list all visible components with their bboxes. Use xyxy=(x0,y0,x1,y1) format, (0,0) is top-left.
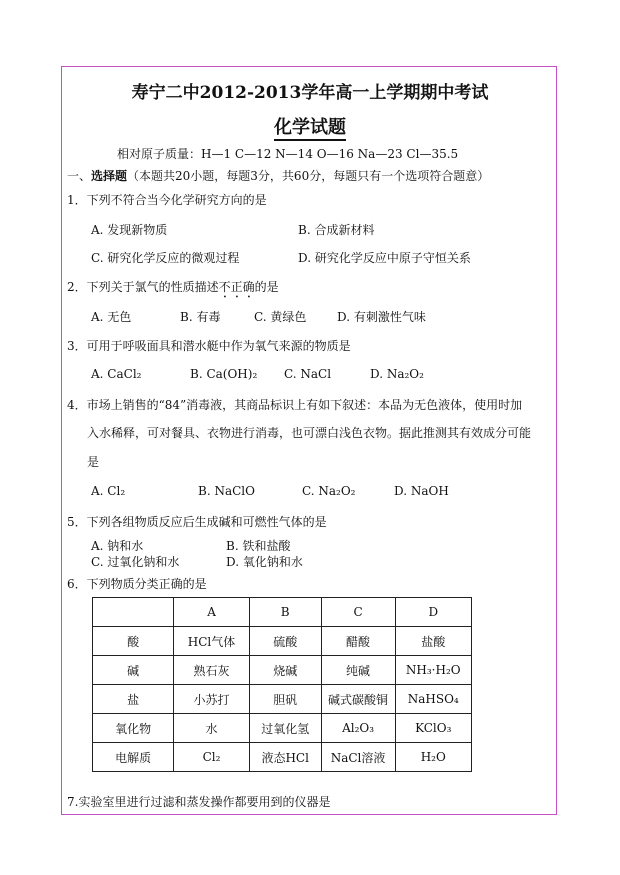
q5-option-c: C. 过氧化钠和水 xyxy=(91,555,180,569)
table-cell: HCl气体 xyxy=(174,627,250,656)
q5-option-a: A. 钠和水 xyxy=(91,539,144,553)
q4-option-a: A. Cl₂ xyxy=(91,484,126,498)
section-heading xyxy=(67,167,489,184)
table-cell: 熟石灰 xyxy=(174,656,250,685)
table-cell: 液态HCl xyxy=(249,743,321,772)
section-heading-prefix: 一、 xyxy=(67,169,92,183)
table-cell: C xyxy=(321,598,395,627)
table-cell: 过氧化氢 xyxy=(249,714,321,743)
q4-stem-line2: 入水稀释，可对餐具、衣物进行消毒，也可漂白浅色衣物。据此推测其有效成分可能 xyxy=(87,426,532,440)
table-cell: 烧碱 xyxy=(249,656,321,685)
q1-stem: 1．下列不符合当今化学研究方向的是 xyxy=(67,193,267,207)
q2-option-b: B. 有毒 xyxy=(180,310,221,324)
table-cell: 硫酸 xyxy=(249,627,321,656)
q1-option-c: C. 研究化学反应的微观过程 xyxy=(91,251,240,265)
q4-option-d: D. NaOH xyxy=(394,484,449,498)
table-cell: D xyxy=(395,598,471,627)
q1-option-d: D. 研究化学反应中原子守恒关系 xyxy=(298,251,471,265)
q5-option-b: B. 铁和盐酸 xyxy=(226,539,291,553)
table-cell: 酸 xyxy=(93,627,174,656)
q2-option-d: D. 有刺激性气味 xyxy=(337,310,426,324)
q5-stem: 5．下列各组物质反应后生成碱和可燃性气体的是 xyxy=(67,515,327,529)
q4-stem-line1: 4．市场上销售的“84”消毒液，其商品标识上有如下叙述：本品为无色液体，使用时加 xyxy=(67,398,523,412)
q2-stem-after: 的是 xyxy=(254,280,279,294)
q2-option-a: A. 无色 xyxy=(91,310,132,324)
q4-option-b: B. NaClO xyxy=(198,484,255,498)
subtitle-text: 化学试题 xyxy=(274,117,346,141)
q2-option-c: C. 黄绿色 xyxy=(254,310,307,324)
q1-option-b: B. 合成新材料 xyxy=(298,223,375,237)
section-heading-bold: 选择题 xyxy=(91,169,128,183)
q5-option-d: D. 氧化钠和水 xyxy=(226,555,303,569)
exam-subtitle xyxy=(0,113,620,139)
table-row xyxy=(93,656,472,685)
section-heading-rest: （本题共20小题，每题3分，共60分，每题只有一个选项符合题意） xyxy=(127,169,490,183)
exam-title: 寿宁二中2012-2013学年高一上学期期中考试 xyxy=(131,83,489,103)
table-cell: NaHSO₄ xyxy=(395,685,471,714)
classification-table xyxy=(92,597,472,772)
q2-stem-emphasis: 不正确 xyxy=(218,280,255,294)
table-cell: 碱 xyxy=(93,656,174,685)
q6-stem: 6．下列物质分类正确的是 xyxy=(67,577,207,591)
table-cell: 醋酸 xyxy=(321,627,395,656)
table-cell: Al₂O₃ xyxy=(321,714,395,743)
q3-option-a: A. CaCl₂ xyxy=(91,367,142,381)
table-cell: 盐酸 xyxy=(395,627,471,656)
table-cell xyxy=(93,598,174,627)
table-cell: H₂O xyxy=(395,743,471,772)
table-cell: 纯碱 xyxy=(321,656,395,685)
table-cell: 小苏打 xyxy=(174,685,250,714)
q4-stem-line3: 是 xyxy=(87,455,100,469)
q3-option-d: D. Na₂O₂ xyxy=(370,367,424,381)
table-cell: Cl₂ xyxy=(174,743,250,772)
table-cell: B xyxy=(249,598,321,627)
q2-stem xyxy=(67,278,279,301)
table-cell: 电解质 xyxy=(93,743,174,772)
q2-stem-before: 2．下列关于氯气的性质描述 xyxy=(67,280,219,294)
table-row xyxy=(93,685,472,714)
q4-option-c: C. Na₂O₂ xyxy=(302,484,356,498)
q7-stem: 7.实验室里进行过滤和蒸发操作都要用到的仪器是 xyxy=(67,795,331,809)
table-cell: A xyxy=(174,598,250,627)
atomic-masses: 相对原子质量：H—1 C—12 N—14 O—16 Na—23 Cl—35.5 xyxy=(117,147,459,161)
table-cell: 水 xyxy=(174,714,250,743)
q3-stem: 3．可用于呼吸面具和潜水艇中作为氧气来源的物质是 xyxy=(67,339,351,353)
table-cell: KClO₃ xyxy=(395,714,471,743)
table-row xyxy=(93,714,472,743)
table-cell: NH₃·H₂O xyxy=(395,656,471,685)
table-header-row xyxy=(93,598,472,627)
table-cell: 胆矾 xyxy=(249,685,321,714)
table-cell: 碱式碳酸铜 xyxy=(321,685,395,714)
q3-option-c: C. NaCl xyxy=(284,367,332,381)
table-row xyxy=(93,627,472,656)
table-cell: NaCl溶液 xyxy=(321,743,395,772)
table-cell: 氧化物 xyxy=(93,714,174,743)
q1-option-a: A. 发现新物质 xyxy=(91,223,168,237)
table-row xyxy=(93,743,472,772)
table-cell: 盐 xyxy=(93,685,174,714)
q3-option-b: B. Ca(OH)₂ xyxy=(190,367,258,381)
